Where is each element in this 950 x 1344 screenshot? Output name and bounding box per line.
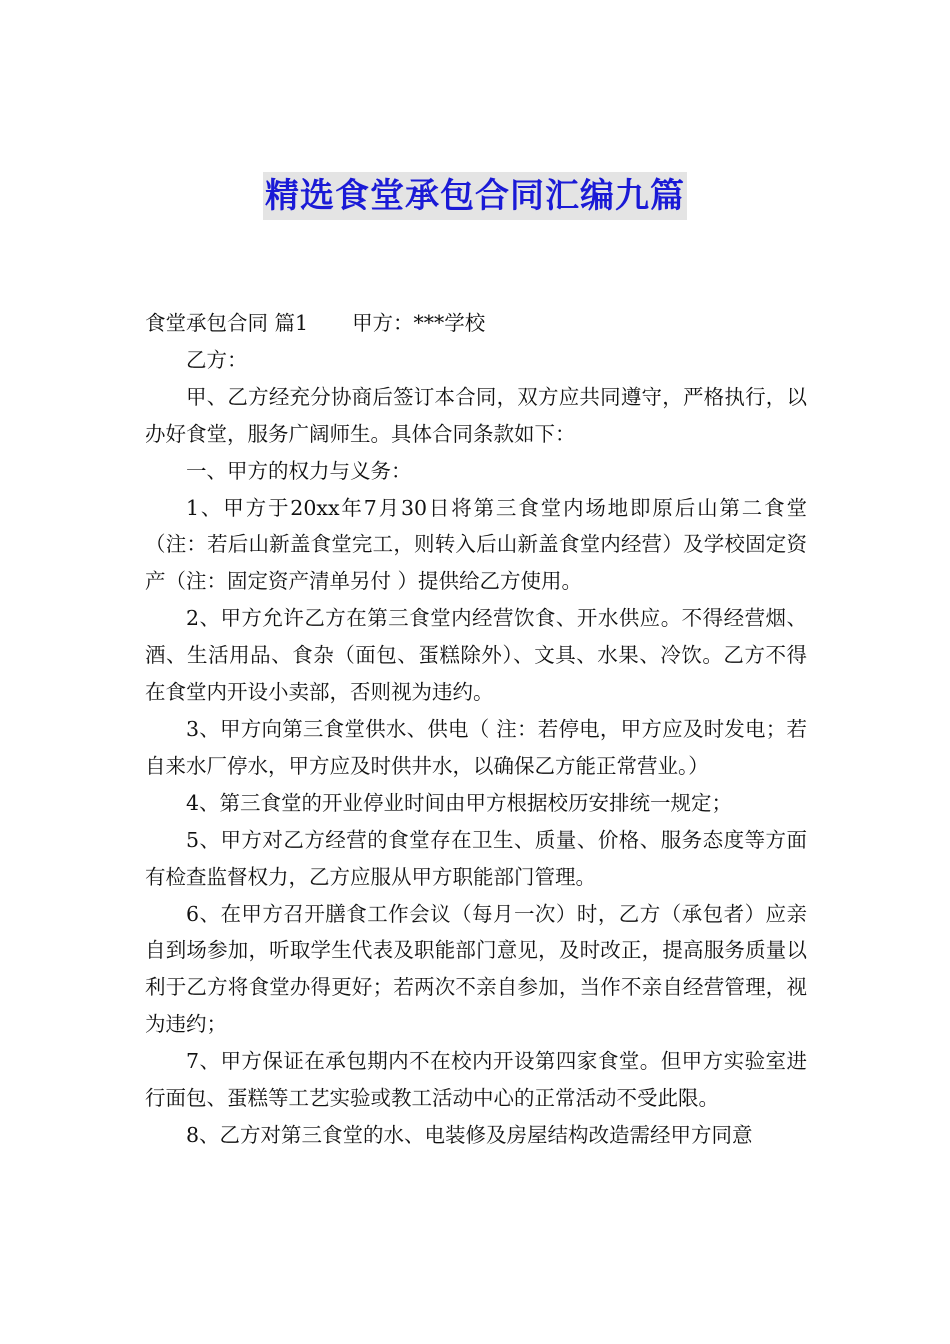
clause-2: 2、甲方允许乙方在第三食堂内经营饮食、开水供应。不得经营烟、酒、生活用品、食杂（面包、蛋糕除外）、文具、水果、冷饮。乙方不得在食堂内开设小卖部，否则视为违约。: [145, 606, 807, 705]
clause-4: 4、第三食堂的开业停业时间由甲方根据校历安排统一规定；: [186, 790, 733, 815]
clause-1: 1、甲方于20xx年7月30日将第三食堂内场地即原后山第二食堂（注：若后山新盖食堂完工，则转入后山新盖食堂内经营）及学校固定资产（注：固定资产清单另付 ）提供给乙方使用。: [145, 495, 807, 594]
header-line: [145, 305, 807, 342]
clause-7: 7、甲方保证在承包期内不在校内开设第四家食堂。但甲方实验室进行面包、蛋糕等工艺实验或教工活动中心的正常活动不受此限。: [145, 1049, 807, 1111]
clause-6: 6、在甲方召开膳食工作会议（每月一次）时，乙方（承包者）应亲自到场参加，听取学生代表及职能部门意见，及时改正，提高服务质量以利于乙方将食堂办得更好；若两次不亲自参加，当作不亲自经营管理，视为违约；: [145, 901, 807, 1037]
document-body: [145, 305, 807, 1154]
section-label: 食堂承包合同 篇1: [145, 311, 309, 335]
document-title: [0, 172, 950, 220]
section-heading-rights: 一、甲方的权力与义务：: [186, 458, 412, 483]
clause-3: 3、甲方向第三食堂供水、供电（ 注：若停电，甲方应及时发电；若自来水厂停水，甲方应及时供井水，以确保乙方能正常营业。）: [145, 716, 807, 778]
paragraph-party-b: 乙方：: [186, 347, 248, 372]
clause-8: 8、乙方对第三食堂的水、电装修及房屋结构改造需经甲方同意: [186, 1122, 753, 1147]
party-a: 甲方：***学校: [352, 311, 486, 335]
paragraph-intro: 甲、乙方经充分协商后签订本合同，双方应共同遵守，严格执行，以办好食堂，服务广阔师生。具体合同条款如下：: [145, 384, 807, 446]
clause-5: 5、甲方对乙方经营的食堂存在卫生、质量、价格、服务态度等方面有检查监督权力，乙方应服从甲方职能部门管理。: [145, 827, 807, 889]
document-title-text: 精选食堂承包合同汇编九篇: [263, 172, 687, 220]
